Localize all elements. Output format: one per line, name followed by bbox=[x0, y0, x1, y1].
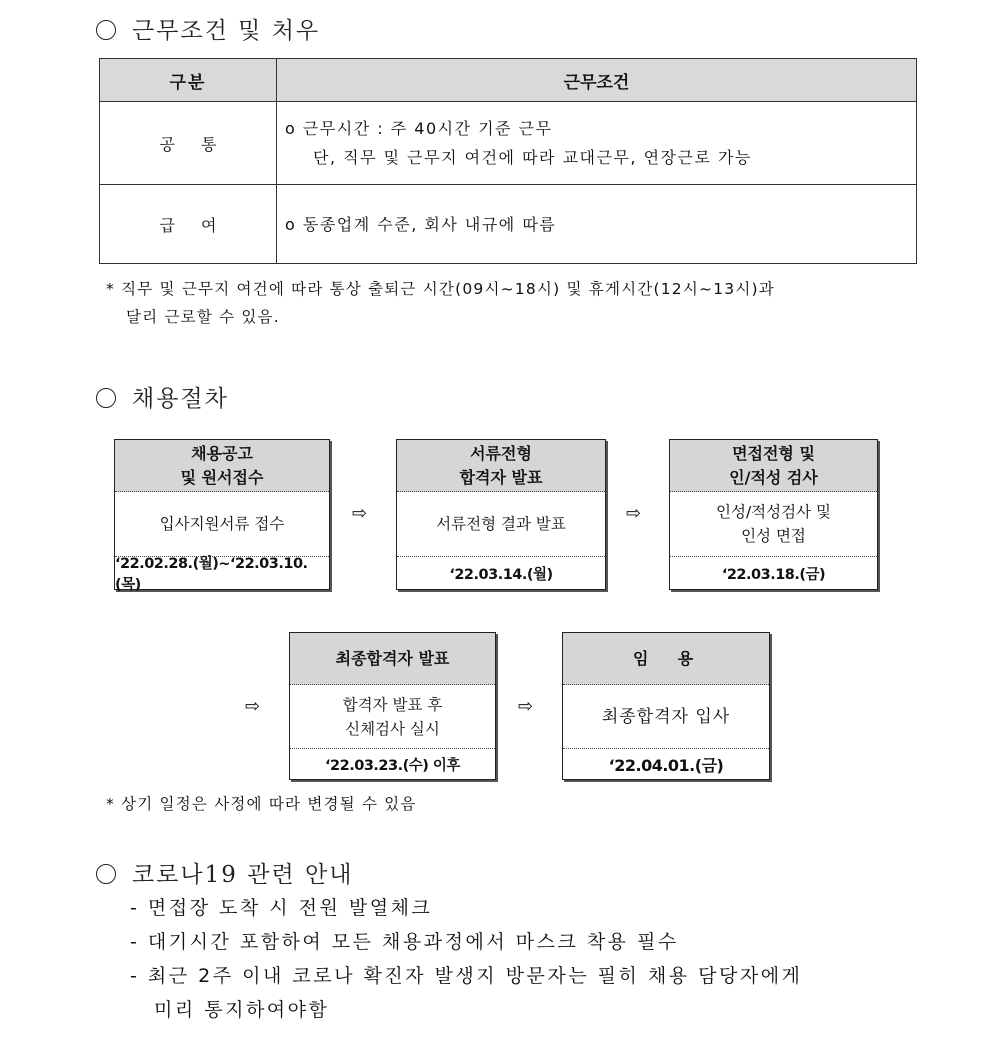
section-heading-process: 채용절차 bbox=[96, 380, 229, 413]
step-title: 면접전형 및 인/적성 검사 bbox=[670, 440, 877, 492]
table-header-row bbox=[100, 59, 917, 102]
list-item: - 대기시간 포함하여 모든 채용과정에서 마스크 착용 필수 bbox=[130, 931, 679, 953]
step-date: ‘22.03.23.(수) 이후 bbox=[325, 757, 460, 774]
table-header-conditions: 근무조건 bbox=[277, 59, 917, 102]
table-cell-category: 급여 bbox=[100, 185, 277, 264]
table-row bbox=[100, 102, 917, 185]
step-description: 인성/적성검사 및 인성 면접 bbox=[670, 492, 877, 557]
step-title: 서류전형 합격자 발표 bbox=[397, 440, 605, 492]
table-row bbox=[100, 185, 917, 264]
process-note: * 상기 일정은 사정에 따라 변경될 수 있음 bbox=[106, 795, 417, 813]
condition-line: 단, 직무 및 근무지 여건에 따라 교대근무, 연장근로 가능 bbox=[313, 148, 752, 167]
condition-line: o 근무시간 : 주 40시간 기준 근무 bbox=[285, 119, 553, 138]
step-title: 임 용 bbox=[563, 633, 769, 685]
work-note bbox=[106, 275, 775, 331]
process-step-4 bbox=[289, 632, 496, 780]
circle-bullet-icon bbox=[96, 20, 116, 40]
list-item: - 면접장 도착 시 전원 발열체크 bbox=[130, 897, 433, 919]
step-description: 서류전형 결과 발표 bbox=[397, 492, 605, 557]
list-item: - 최근 2주 이내 코로나 확진자 발생지 방문자는 필히 채용 담당자에게 bbox=[130, 965, 803, 987]
step-date: ‘22.02.28.(월)~‘22.03.10.(목) bbox=[115, 556, 308, 593]
list-item: 미리 통지하여야함 bbox=[154, 999, 330, 1021]
step-title: 최종합격자 발표 bbox=[290, 633, 495, 685]
right-arrow-icon: ⇨ bbox=[626, 503, 642, 524]
circle-bullet-icon bbox=[96, 864, 116, 884]
work-conditions-table bbox=[99, 58, 917, 264]
condition-line: o 동종업계 수준, 회사 내규에 따름 bbox=[285, 214, 557, 234]
process-step-2 bbox=[396, 439, 606, 590]
table-cell-conditions bbox=[277, 102, 917, 185]
step-description: 합격자 발표 후 신체검사 실시 bbox=[290, 685, 495, 749]
table-header-category: 구분 bbox=[100, 59, 277, 102]
right-arrow-icon: ⇨ bbox=[352, 503, 368, 524]
right-arrow-icon: ⇨ bbox=[245, 696, 261, 717]
circle-bullet-icon bbox=[96, 388, 116, 408]
note-line: 달리 근로할 수 있음. bbox=[126, 308, 280, 326]
step-description: 입사지원서류 접수 bbox=[115, 492, 329, 557]
step-title: 채용공고 및 원서접수 bbox=[115, 440, 329, 492]
section-heading-corona: 코로나19 관련 안내 bbox=[96, 856, 353, 889]
process-step-5 bbox=[562, 632, 770, 780]
section-heading-work: 근무조건 및 처우 bbox=[96, 12, 320, 45]
step-date: ‘22.04.01.(금) bbox=[608, 755, 724, 775]
process-step-1 bbox=[114, 439, 330, 593]
table-cell-conditions bbox=[277, 185, 917, 264]
note-line: * 직무 및 근무지 여건에 따라 통상 출퇴근 시간(09시~18시) 및 휴게시간(12시~13시)과 bbox=[106, 280, 775, 298]
right-arrow-icon: ⇨ bbox=[518, 696, 534, 717]
step-date: ‘22.03.18.(금) bbox=[721, 566, 826, 583]
step-description: 최종합격자 입사 bbox=[563, 685, 769, 749]
step-date: ‘22.03.14.(월) bbox=[449, 566, 553, 583]
table-cell-category: 공통 bbox=[100, 102, 277, 185]
corona-guidelines-list bbox=[130, 891, 802, 1027]
process-step-3 bbox=[669, 439, 878, 590]
